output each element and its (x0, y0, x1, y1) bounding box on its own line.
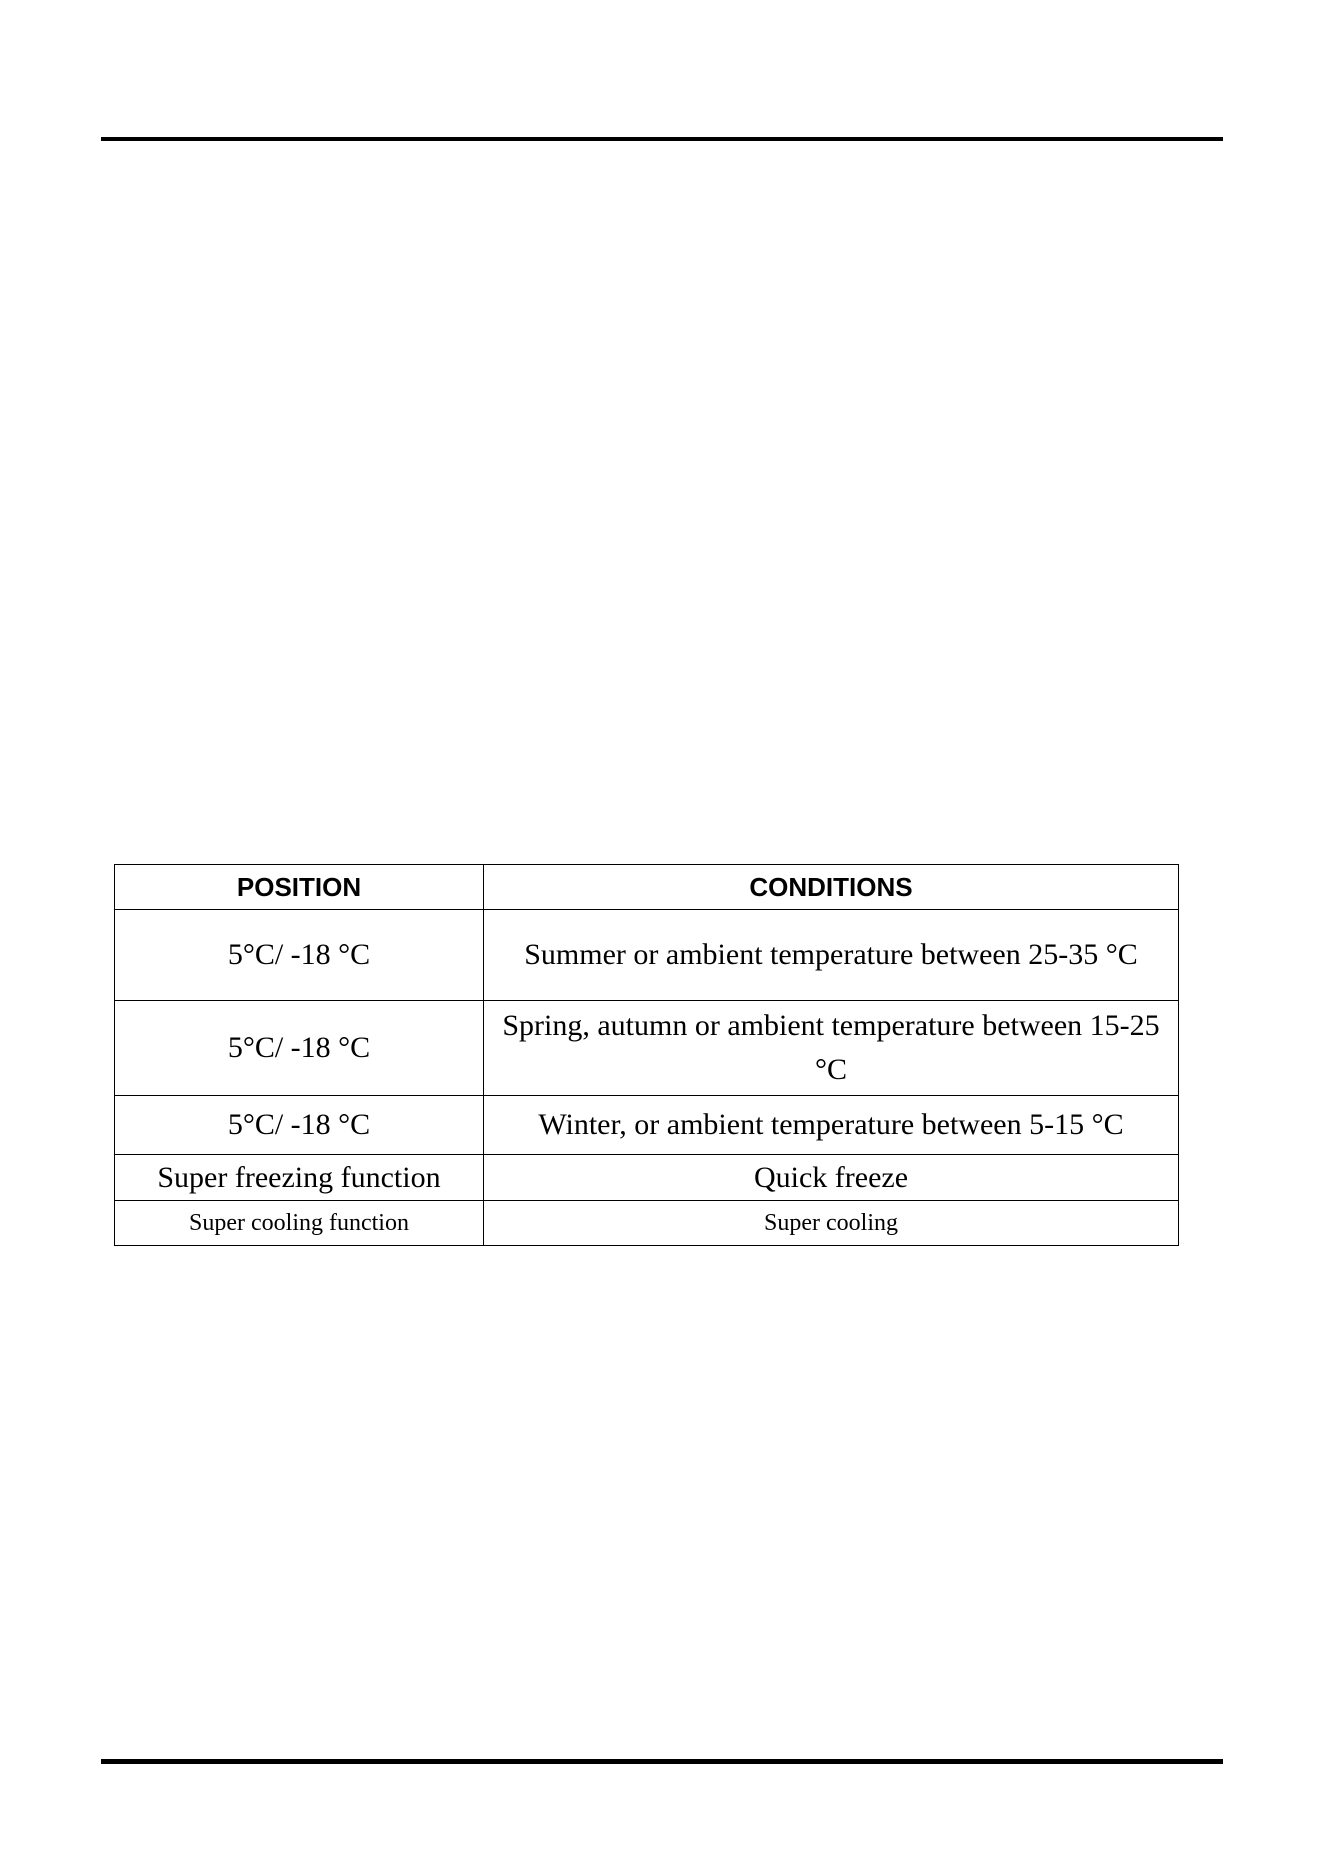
position-cell: Super cooling function (115, 1201, 484, 1246)
table-row (115, 1201, 1179, 1246)
table-row (115, 1096, 1179, 1155)
temperature-settings-table (114, 864, 1179, 1246)
header-rule (101, 137, 1223, 141)
table-row (115, 910, 1179, 1001)
conditions-cell: Summer or ambient temperature between 25-35 °C (484, 910, 1179, 1001)
position-cell: 5°C/ -18 °C (115, 1001, 484, 1096)
table-row (115, 1001, 1179, 1096)
position-column-header: POSITION (115, 865, 484, 910)
conditions-cell: Super cooling (484, 1201, 1179, 1246)
position-cell: Super freezing function (115, 1155, 484, 1201)
conditions-cell: Quick freeze (484, 1155, 1179, 1201)
footer-rule (101, 1759, 1223, 1764)
conditions-cell: Winter, or ambient temperature between 5-15 °C (484, 1096, 1179, 1155)
position-cell: 5°C/ -18 °C (115, 910, 484, 1001)
position-cell: 5°C/ -18 °C (115, 1096, 484, 1155)
conditions-column-header: CONDITIONS (484, 865, 1179, 910)
table-header-row (115, 865, 1179, 910)
settings-table-container (114, 864, 1178, 1246)
table-row (115, 1155, 1179, 1201)
conditions-cell: Spring, autumn or ambient temperature between 15-25 °C (484, 1001, 1179, 1096)
